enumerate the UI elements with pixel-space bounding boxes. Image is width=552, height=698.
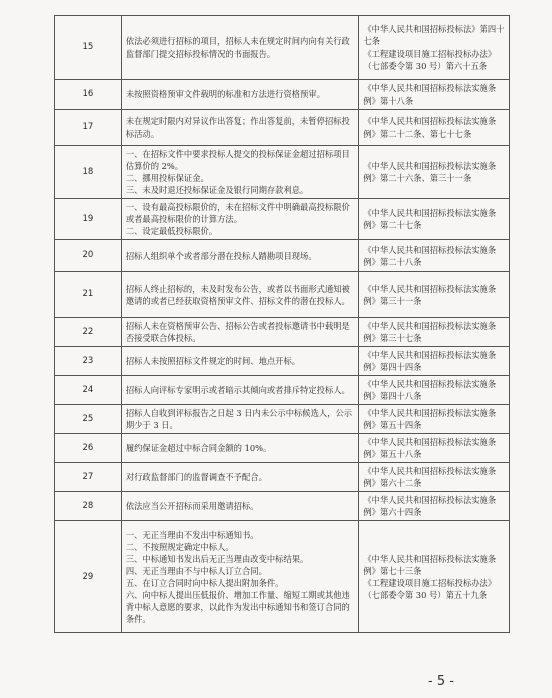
row-number: 28 [55, 492, 122, 521]
basis-line: 《中华人民共和国招标投标法实施条例》第二十八条 [363, 244, 497, 267]
table-row [55, 146, 510, 199]
basis-line: 《中华人民共和国招标投标法实施条例》第三十七条 [363, 321, 497, 344]
basis-line: 《中华人民共和国招标投标法实施条例》第三十一条 [363, 283, 497, 306]
basis-line: 《中华人民共和国招标投标法实施条例》第二十六条、第三十一条 [363, 161, 497, 184]
description-line: 招标人未按照招标文件规定的时间、地点开标。 [125, 356, 301, 367]
description-line: 二、不按照规定确定中标人。 [125, 541, 234, 552]
row-number: 23 [55, 347, 122, 376]
legal-basis [359, 434, 510, 463]
basis-line: 《中华人民共和国招标投标法实施条例》第四十八条 [363, 379, 497, 402]
basis-line: 《中华人民共和国招标投标法实施条例》第五十四条 [363, 408, 497, 431]
description-line: 二、设定最低投标限价。 [125, 226, 218, 237]
table-row [55, 272, 510, 318]
row-number: 20 [55, 240, 122, 272]
description-line: 依法应当公开招标而采用邀请招标。 [125, 501, 259, 512]
violation-description [121, 240, 359, 272]
legal-basis [359, 318, 510, 347]
row-number: 15 [55, 16, 122, 80]
legal-basis [359, 16, 510, 80]
row-number: 25 [55, 405, 122, 434]
description-line: 一、无正当理由不发出中标通知书。 [125, 529, 259, 540]
table-row [55, 434, 510, 463]
basis-line: 《中华人民共和国招标投标法实施条例》第四十四条 [363, 350, 497, 373]
description-line: 依法必须进行招标的项目，招标人未在规定时间内向有关行政监督部门提交招标投标情况的书面报告。 [125, 36, 350, 59]
violation-description [121, 492, 359, 521]
description-line: 招标人向评标专家明示或者暗示其倾向或者排斥特定投标人。 [125, 385, 350, 396]
table-row [55, 376, 510, 405]
description-line: 招标人未在资格预审公告、招标公告或者投标邀请书中载明是否接受联合体投标。 [125, 321, 350, 344]
description-line: 未在规定时限内对异议作出答复；作出答复前，未暂停招标投标活动。 [125, 116, 350, 139]
legal-basis [359, 110, 510, 146]
description-line: 招标人自收到评标报告之日起 3 日内未公示中标候选人，公示期少于 3 日。 [125, 408, 353, 431]
description-line: 三、未及时退还投标保证金及银行同期存款利息。 [125, 185, 309, 196]
basis-line: 《中华人民共和国招标投标法实施条例》第五十八条 [363, 437, 497, 460]
violation-description [121, 521, 359, 633]
row-number: 27 [55, 463, 122, 492]
row-number: 19 [55, 199, 122, 240]
description-line: 二、挪用投标保证金。 [125, 173, 209, 184]
description-line: 招标人组织单个或者部分潜在投标人踏勘项目现场。 [125, 250, 317, 261]
basis-line: 《中华人民共和国招标投标法实施条例》第二十七条 [363, 208, 497, 231]
row-number: 17 [55, 110, 122, 146]
legal-basis [359, 521, 510, 633]
row-number: 22 [55, 318, 122, 347]
table-row [55, 110, 510, 146]
legal-basis [359, 240, 510, 272]
row-number: 16 [55, 80, 122, 110]
description-line: 五、在订立合同时向中标人提出附加条件。 [125, 577, 284, 588]
description-line: 对行政监督部门的监督调查不予配合。 [125, 472, 267, 483]
violation-description [121, 110, 359, 146]
description-line: 三、中标通知书发出后无正当理由改变中标结果。 [125, 553, 309, 564]
violation-description [121, 463, 359, 492]
table-row [55, 405, 510, 434]
violation-description [121, 272, 359, 318]
legal-basis [359, 146, 510, 199]
violation-description [121, 318, 359, 347]
legal-basis [359, 463, 510, 492]
row-number: 29 [55, 521, 122, 633]
table-row [55, 492, 510, 521]
basis-line: 《中华人民共和国招标投标法实施条例》第十八条 [363, 83, 497, 106]
legal-basis [359, 405, 510, 434]
violation-description [121, 16, 359, 80]
description-line: 招标人终止招标的，未及时发布公告，或者以书面形式通知被邀请的或者已经获取资格预审文件、招标文件的潜在投标人。 [125, 283, 350, 306]
table-row [55, 240, 510, 272]
row-number: 24 [55, 376, 122, 405]
basis-line: 《中华人民共和国招标投标法实施条例》第七十三条 [363, 553, 497, 576]
legal-basis [359, 272, 510, 318]
basis-line: 《中华人民共和国招标投标法实施条例》第六十二条 [363, 466, 497, 489]
description-line: 四、无正当理由不与中标人订立合同。 [125, 565, 267, 576]
description-line: 六、向中标人提出压低报价、增加工作量、缩短工期或其他违背中标人意愿的要求，以此作为发出中标通知书和签订合同的条件。 [125, 589, 350, 624]
table-row [55, 521, 510, 633]
table-body [55, 16, 510, 633]
table-row [55, 318, 510, 347]
violation-description [121, 80, 359, 110]
legal-basis [359, 492, 510, 521]
violation-description [121, 376, 359, 405]
table-row [55, 463, 510, 492]
table-row [55, 80, 510, 110]
basis-line: 《工程建设项目施工招标投标办法》（七部委令第 30 号）第六十五条 [363, 48, 497, 71]
description-line: 一、设有最高投标限价的，未在招标文件中明确最高投标限价或者最高投标限价的计算方法。 [125, 202, 350, 225]
description-line: 未按照资格预审文件载明的标准和方法进行资格预审。 [125, 89, 325, 100]
description-line: 履约保证金超过中标合同金额的 10%。 [125, 443, 272, 454]
violation-description [121, 347, 359, 376]
basis-line: 《中华人民共和国招标投标法》第四十七条 [363, 24, 505, 47]
violation-description [121, 405, 359, 434]
basis-line: 《工程建设项目施工招标投标办法》（七部委令第 30 号）第五十九条 [363, 577, 497, 600]
regulation-table [54, 15, 510, 633]
violation-description [121, 434, 359, 463]
table-row [55, 199, 510, 240]
page-number: - 5 - [428, 674, 454, 689]
row-number: 26 [55, 434, 122, 463]
row-number: 18 [55, 146, 122, 199]
violation-description [121, 146, 359, 199]
legal-basis [359, 199, 510, 240]
table-row [55, 347, 510, 376]
description-line: 一、在招标文件中要求投标人提交的投标保证金超过招标项目估算价的 2%。 [125, 149, 350, 172]
legal-basis [359, 80, 510, 110]
legal-basis [359, 347, 510, 376]
violation-description [121, 199, 359, 240]
row-number: 21 [55, 272, 122, 318]
basis-line: 《中华人民共和国招标投标法实施条例》第六十四条 [363, 495, 497, 518]
table-row [55, 16, 510, 80]
legal-basis [359, 376, 510, 405]
basis-line: 《中华人民共和国招标投标法实施条例》第二十二条、第七十七条 [363, 116, 497, 139]
